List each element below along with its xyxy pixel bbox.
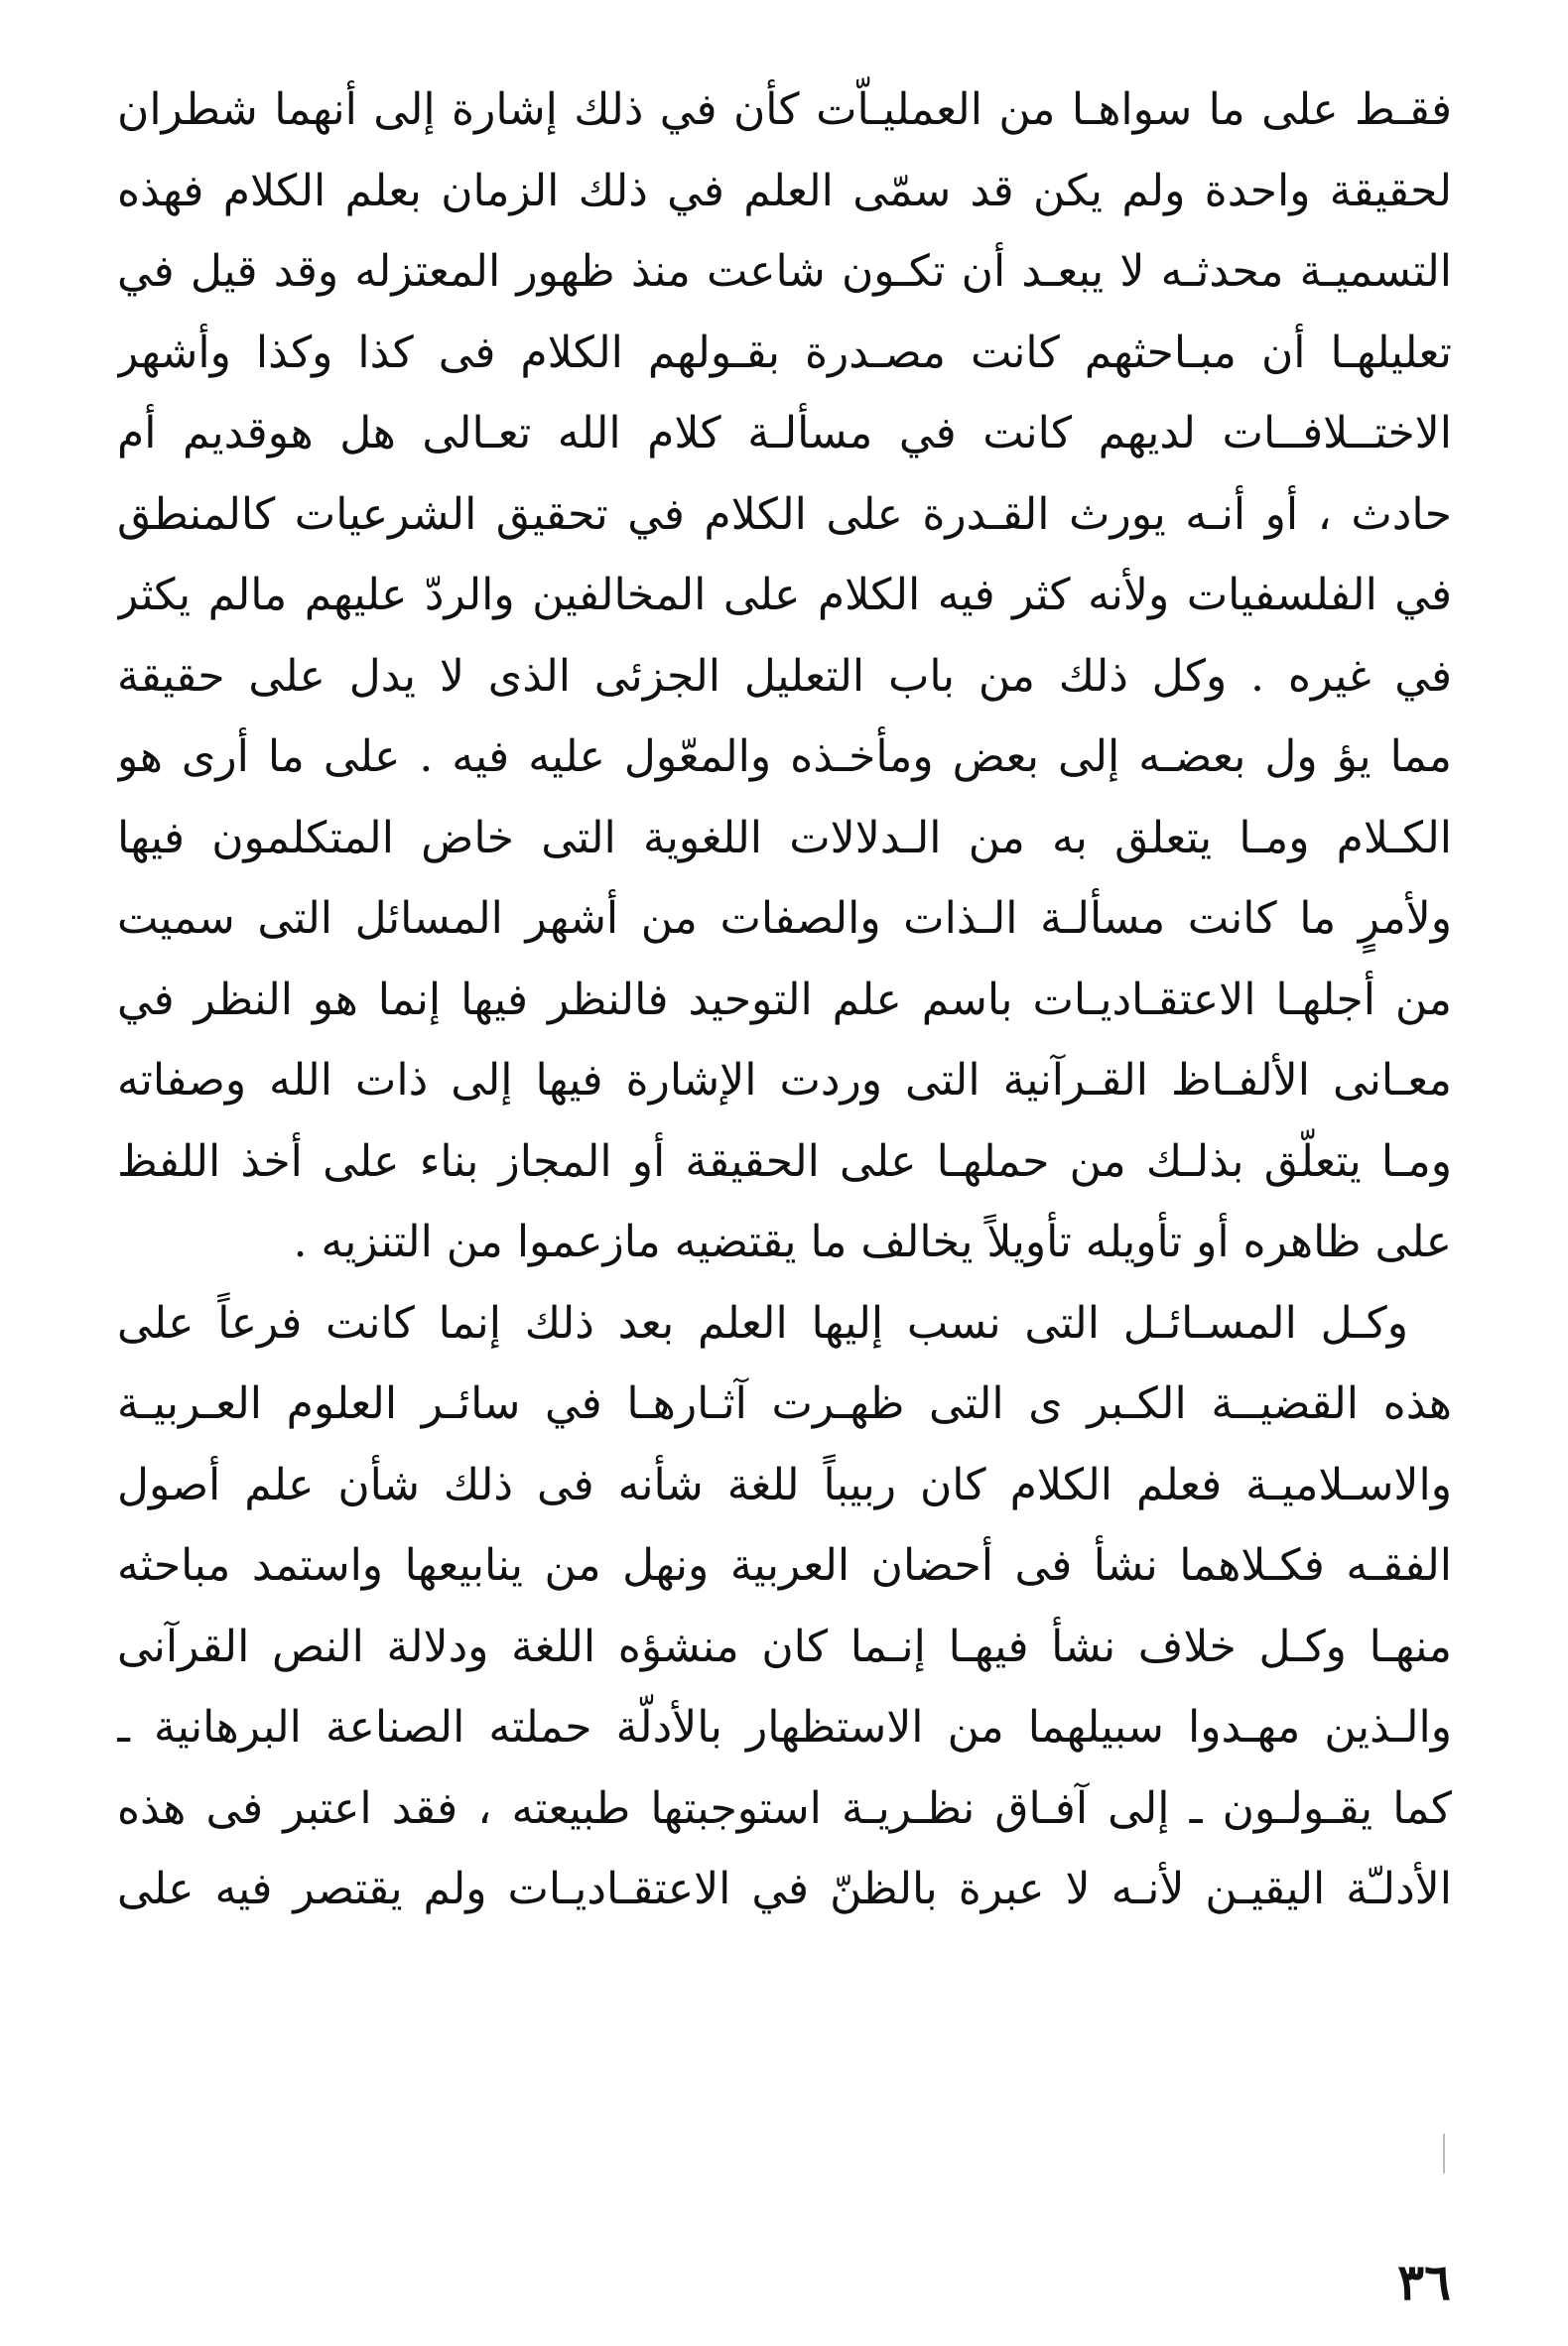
text-line: ومـا يتعلّق بذلـك من حملهـا على الحقيقة أو المجاز بناء على أخذ اللفظ	[117, 1135, 1452, 1187]
text-line: في الفلسفيات ولأنه كثر فيه الكلام على المخالفين والردّ عليهم مالم يكثر	[117, 570, 1452, 620]
text-line: والاسـلاميـة فعلم الكلام كان ربيباً للغة شأنه فى ذلك شأن علم أصول	[117, 1459, 1452, 1510]
paragraph-start-line: وكـل المسـائـل التى نسب إليها العلم بعد ذلك إنما كانت فرعاً على	[117, 1297, 1408, 1349]
text-line: كما يقـولـون ـ إلى آفـاق نظـريـة استوجبتها طبيعته ، فقد اعتبر فى هذه	[117, 1782, 1452, 1834]
text-line: فقـط على ما سواهـا من العمليـاّت كأن في ذلك إشارة إلى أنهما شطران	[117, 84, 1452, 135]
page-number: ٣٦	[1397, 2253, 1451, 2311]
text-line: ولأمرٍ ما كانت مسألـة الـذات والصفات من أشهر المسائل التى سميت	[117, 893, 1452, 944]
text-line: الاختــلافــات لديهم كانت في مسألـة كلام الله تعـالى هل هوقديم أم	[117, 408, 1452, 458]
text-line: الفقـه فكـلاهما نشأ فى أحضان العربية ونهل من ينابيعها واستمد مباحثه	[117, 1540, 1452, 1591]
text-line: هذه القضيــة الكـبر ى التى ظهـرت آثـارهـا في سائـر العلوم العـربيـة	[117, 1378, 1452, 1429]
scan-artifact	[1443, 2134, 1445, 2173]
paragraph-end-line: على ظاهره أو تأويله تأويلاً يخالف ما يقتضيه مازعموا من التنزيه .	[293, 1217, 1452, 1267]
body-text	[117, 69, 1452, 1930]
text-line: والـذين مهـدوا سبيلهما من الاستظهار بالأدلّة حملته الصناعة البرهانية ـ	[117, 1702, 1452, 1753]
text-line: منهـا وكـل خلاف نشأ فيهـا إنـما كان منشؤه اللغة ودلالة النص القرآنى	[117, 1621, 1452, 1672]
text-line: التسميـة محدثـه لا يبعـد أن تكـون شاعت منذ ظهور المعتزله وقد قيل في	[117, 246, 1452, 297]
text-line: معـانى الألفـاظ القـرآنية التى وردت الإشارة فيها إلى ذات الله وصفاته	[117, 1055, 1452, 1106]
text-line: حادث ، أو أنـه يورث القـدرة على الكلام في تحقيق الشرعيات كالمنطق	[117, 488, 1452, 540]
text-line: لحقيقة واحدة ولم يكن قد سمّى العلم في ذلك الزمان بعلم الكلام فهذه	[117, 165, 1452, 216]
text-line: تعليلهـا أن مبـاحثهم كانت مصـدرة بقـولهم الكلام فى كذا وكذا وأشهر	[117, 326, 1452, 378]
text-line: الكـلام ومـا يتعلق به من الـدلالات اللغوية التى خاض المتكلمون فيها	[117, 812, 1452, 863]
text-line: في غيره . وكل ذلك من باب التعليل الجزئى الذى لا يدل على حقيقة	[117, 650, 1452, 702]
text-line: الأدلـّة اليقيـن لأنـه لا عبرة بالظنّ في الاعتقـاديـات ولم يقتصر فيه على	[117, 1864, 1452, 1914]
text-line: من أجلهـا الاعتقـاديـات باسم علم التوحيد فالنظر فيها إنما هو النظر في	[117, 974, 1452, 1025]
text-line: مما يؤ ول بعضـه إلى بعض ومأخـذه والمعّول عليه فيه . على ما أرى هو	[117, 731, 1452, 782]
